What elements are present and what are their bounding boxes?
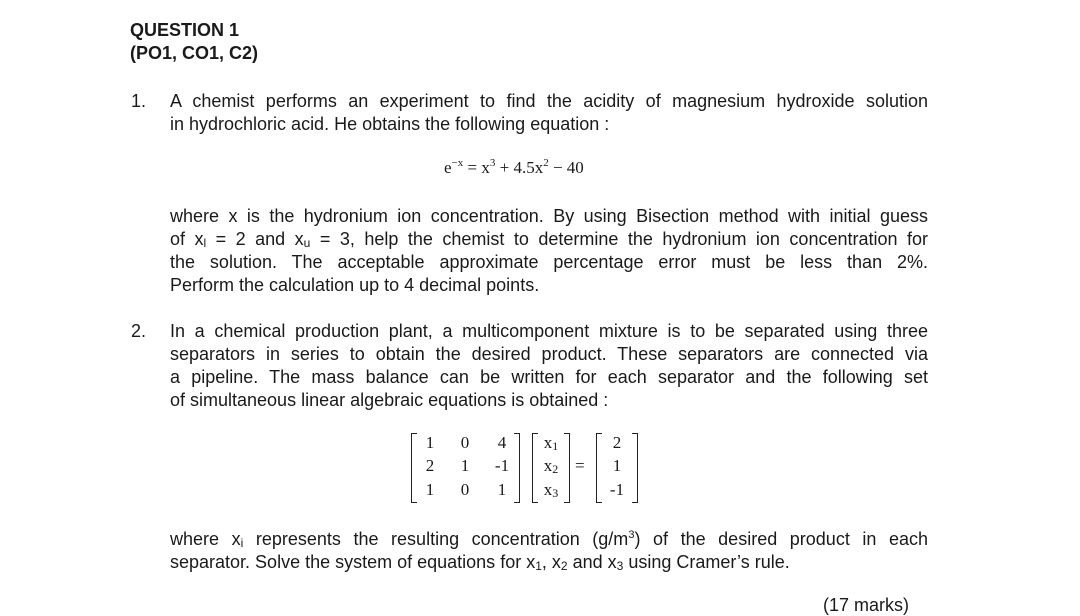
matrix-a-cell: 4 xyxy=(497,433,507,452)
matrix-a-cell: 1 xyxy=(497,480,507,499)
q2-intro-line: In a chemical production plant, a multicomponent mixture is to be separated using three xyxy=(170,321,928,341)
eq-plus: + xyxy=(499,158,510,177)
vector-x-cell: x3 xyxy=(543,480,559,500)
q1-body-line: of xl = 2 and xu = 3, help the chemist to determine the hydronium ion concentration for xyxy=(170,229,928,250)
q2-intro-line: of simultaneous linear algebraic equations is obtained : xyxy=(170,390,609,410)
marks-label: (17 marks) xyxy=(823,595,910,615)
q1-intro-line: A chemist performs an experiment to find the acidity of magnesium hydroxide solution xyxy=(170,91,928,111)
eq-term2: 4.5x xyxy=(513,158,544,177)
question-title: QUESTION 1 xyxy=(130,20,240,40)
q2-closing-line: separator. Solve the system of equations for x1, x2 and x3 using Cramer’s rule. xyxy=(170,552,790,573)
q1-body xyxy=(170,205,928,297)
vector-x-cell: x1 xyxy=(543,433,559,453)
vector-b-cell: 1 xyxy=(612,456,622,475)
q1-number: 1. xyxy=(131,91,147,111)
matrix-a-cell: 0 xyxy=(460,433,470,452)
q2-closing xyxy=(170,528,928,574)
vector-b-cell: 2 xyxy=(612,433,622,452)
q1-body-line: Perform the calculation up to 4 decimal points. xyxy=(170,275,540,295)
eq-constant: 40 xyxy=(566,158,584,177)
q2-intro-line: separators in series to obtain the desired product. These separators are connected via xyxy=(170,344,928,364)
q1-intro xyxy=(170,90,928,136)
matrix-a-cell: 0 xyxy=(460,480,470,499)
vector-x xyxy=(532,433,570,503)
eq-minus: − xyxy=(552,158,563,177)
q1-equation xyxy=(444,158,584,178)
q2-intro-line: a pipeline. The mass balance can be written for each separator and the following set xyxy=(170,367,928,387)
matrix-a-cell: 1 xyxy=(460,456,470,475)
q1-intro-line: in hydrochloric acid. He obtains the following equation : xyxy=(170,114,610,134)
matrix-a-cell: 1 xyxy=(425,480,435,499)
vector-b xyxy=(596,433,638,503)
q1-body-line: where x is the hydronium ion concentration. By using Bisection method with initial guess xyxy=(170,206,928,226)
q2-closing-line: where xi represents the resulting concentration $(g/m^3)$ of the desired product in each xyxy=(170,529,929,550)
matrix-a-cell: -1 xyxy=(494,456,510,475)
question-outcomes: (PO1, CO1, C2) xyxy=(130,43,259,63)
eq-equals: = xyxy=(467,158,478,177)
eq-lhs-base: e xyxy=(444,158,452,177)
vector-b-cell: -1 xyxy=(609,480,625,499)
q1-body-line: the solution. The acceptable approximate percentage error must be less than 2%. xyxy=(170,252,928,272)
matrix-equals: = xyxy=(575,456,585,475)
eq-term1-base: x xyxy=(481,158,490,177)
matrix-a-cell: 1 xyxy=(425,433,435,452)
q2-intro xyxy=(170,320,928,412)
matrix-a-cell: 2 xyxy=(425,456,435,475)
vector-x-cell: x2 xyxy=(543,456,559,476)
eq-lhs-exp: −x xyxy=(451,157,464,169)
eq-term2-exp: 2 xyxy=(543,157,549,169)
matrix-a xyxy=(411,433,520,503)
q2-number: 2. xyxy=(131,321,147,341)
eq-term1-exp: 3 xyxy=(489,157,496,169)
